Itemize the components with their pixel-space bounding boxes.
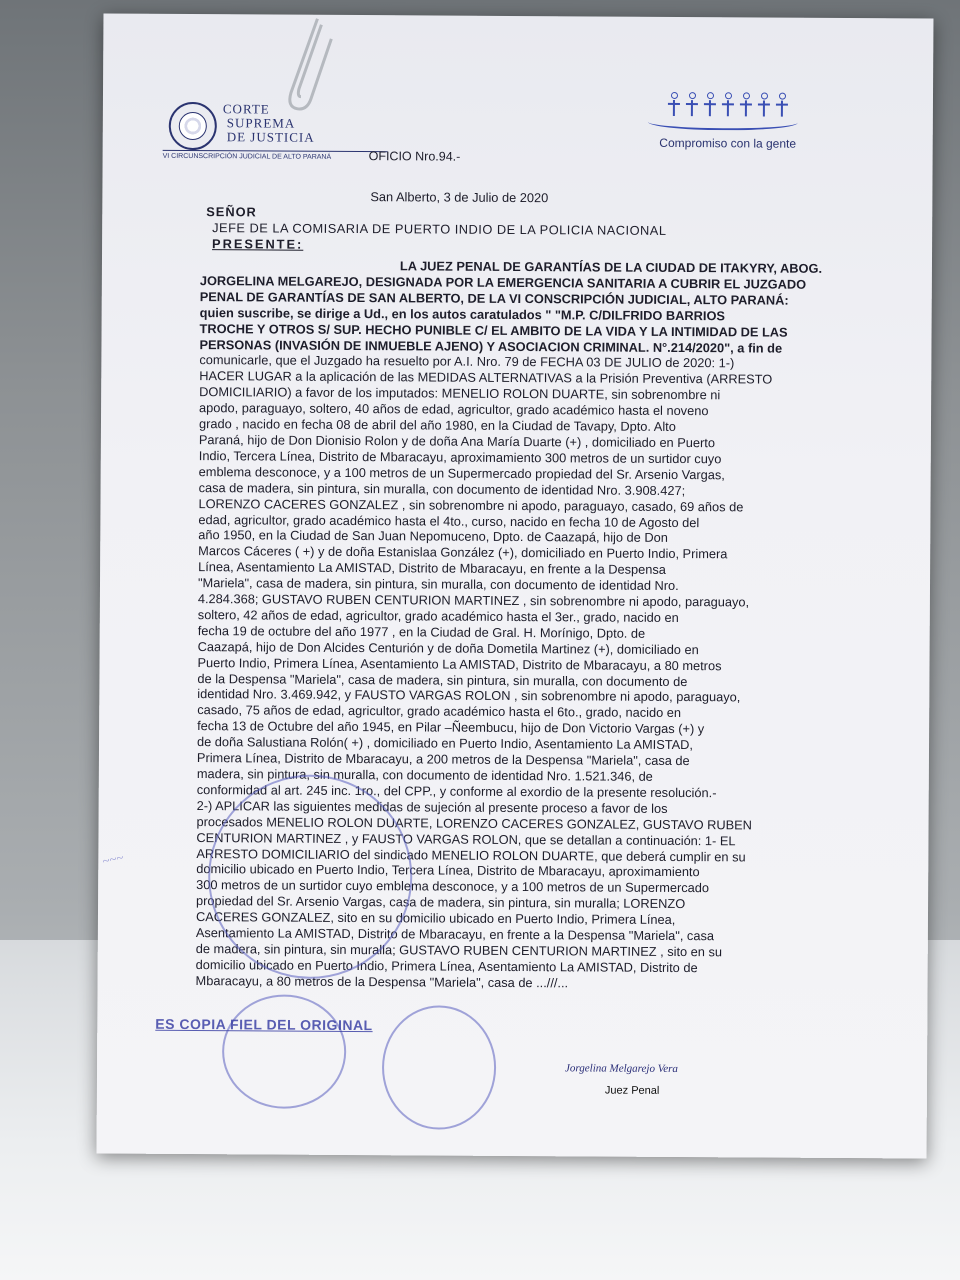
body-line: DOMICILIARIO) a favor de los imputados: MENELIO ROLON DUARTE, sin sobrenombre ni bbox=[199, 384, 721, 403]
signature-scribble-icon: ~~~ bbox=[100, 849, 125, 869]
body-line: fecha 13 de Octubre del año 1945, en Pilar –Ñeembucu, hijo de Don Victorio Vargas (+) y bbox=[197, 718, 705, 737]
body-line: HACER LUGAR a la aplicación de las MEDIDAS ALTERNATIVAS a la Prisión Preventiva (ARRESTO bbox=[199, 368, 773, 387]
court-logo bbox=[163, 102, 393, 163]
body-line: PENAL DE GARANTÍAS DE SAN ALBERTO, DE LA VI CONSCRIPCIÓN JUDICIAL, ALTO PARANÁ: bbox=[199, 288, 789, 308]
salutation: SEÑOR bbox=[206, 204, 257, 220]
body-line: "Mariela", casa de madera, sin pintura, sin muralla, con documento de identidad Nro. bbox=[197, 575, 679, 594]
body-line: comunicarle, que el Juzgado ha resuelto por A.I. Nro. 79 de FECHA 03 DE JULIO de 2020: 1-) bbox=[199, 352, 735, 371]
body-line: Puerto Indio, Primera Línea, Asentamiento La AMISTAD, Distrito de Mbaracayu, a 80 metros bbox=[197, 654, 722, 673]
body-line: Primera Línea, Distrito de Mbaracayu, a 200 metros de la Despensa "Mariela", casa de bbox=[196, 750, 690, 769]
body-line: quien suscribe, se dirige a Ud., en los autos caratulados " "M.P. C/DILFRIDO BARRIOS bbox=[199, 304, 726, 323]
body-line: año 1950, en la Ciudad de San Juan Nepomuceno, Dpto. de Caazapá, hijo de Don bbox=[198, 527, 668, 546]
body-line: TROCHE Y OTROS S/ SUP. HECHO PUNIBLE C/ EL AMBITO DE LA VIDA Y LA INTIMIDAD DE LAS bbox=[199, 320, 788, 340]
body-line: casa de madera, sin pintura, sin muralla, con documento de identidad Nro. 3.908.427; bbox=[198, 479, 686, 498]
body-line: casado, 75 años de edad, agricultor, grado académico hasta el 6to., grado, nacido en bbox=[197, 702, 682, 721]
body-line: CACERES GONZALEZ, sito en su domicilio ubicado en Puerto Indio, Primera Línea, bbox=[195, 909, 676, 928]
body-line: ARRESTO DOMICILIARIO del sindicado MENELIO ROLON DUARTE, que deberá cumplir en su bbox=[196, 845, 746, 864]
certified-copy-stamp: ES COPIA FIEL DEL ORIGINAL bbox=[155, 1015, 373, 1034]
body-line: domicilio ubicado en Puerto Indio, Tercera Línea, Distrito de Mbaracayu, aproximamiento bbox=[196, 861, 700, 880]
motto-text: Compromiso con la gente bbox=[659, 135, 797, 151]
paperclip-icon bbox=[273, 15, 334, 115]
body-line: LORENZO CACERES GONZALEZ , sin sobrenombre ni apodo, paraguayo, casado, 69 años de bbox=[198, 495, 744, 514]
body-line: fecha 19 de octubre del año 1977 , en la Ciudad de Gral. H. Morínigo, Dpto. de bbox=[197, 622, 646, 641]
body-line: domicilio ubicado en Puerto Indio, Primera Línea, Asentamiento La AMISTAD, Distrito de bbox=[195, 956, 698, 975]
body-line: Paraná, hijo de Don Dionisio Rolon y de doña Ana María Duarte (+) , domiciliado en Puerto bbox=[198, 432, 716, 451]
people-icon bbox=[648, 92, 808, 119]
signature: Jorgelina Melgarejo Vera bbox=[565, 1062, 678, 1076]
body-line: conformidad al art. 245 inc. 1ro., del CPP., y conforme al exordio de la presente resolución.- bbox=[196, 781, 717, 801]
body-line: 2-) APLICAR las siguientes medidas de sujeción al presente proceso a favor de los bbox=[196, 797, 668, 816]
body-line: Caazapá, hijo de Don Alcides Centurión y de doña Dometila Martinez (+), domiciliado en bbox=[197, 638, 699, 657]
recipient: JEFE DE LA COMISARIA DE PUERTO INDIO DE LA POLICIA NACIONAL bbox=[212, 220, 667, 238]
circunscripcion-label: VI CIRCUNSCRIPCIÓN JUDICIAL DE ALTO PARANÁ bbox=[163, 150, 388, 161]
court-seal-icon bbox=[169, 102, 217, 150]
body-line: propiedad del Sr. Arsenio Vargas, casa de madera, sin pintura, sin muralla; LORENZO bbox=[196, 893, 686, 912]
body-line: LA JUEZ PENAL DE GARANTÍAS DE LA CIUDAD DE ITAKYRY, ABOG. bbox=[399, 258, 823, 276]
court-line-3: DE JUSTICIA bbox=[226, 129, 315, 145]
body-line: edad, agricultor, grado académico hasta el 4to., curso, nacido en fecha 10 de Agosto del bbox=[198, 511, 700, 530]
body-line: procesados MENELIO ROLON DUARTE, LORENZO CACERES GONZALEZ, GUSTAVO RUBEN bbox=[196, 813, 752, 833]
body-line: 4.284.368; GUSTAVO RUBEN CENTURION MARTINEZ , sin sobrenombre ni apodo, paraguayo, bbox=[197, 591, 750, 610]
body-line: de la Despensa "Mariela", casa de madera, sin pintura, sin muralla, con documento de bbox=[197, 670, 688, 689]
body-line: de madera, sin pintura, sin muralla; GUSTAVO RUBEN CENTURION MARTINEZ , sito en su bbox=[195, 941, 723, 960]
document-page bbox=[97, 13, 934, 1158]
body-line: PERSONAS (INVASIÓN DE INMUEBLE AJENO) Y ASOCIACION CRIMINAL. N°.214/2020", a fin de bbox=[199, 336, 783, 356]
oficio-number: OFICIO Nro.94.- bbox=[368, 149, 461, 164]
court-name bbox=[223, 102, 315, 145]
body-line: soltero, 42 años de edad, agricultor, grado académico hasta el 3er., grado, nacido en bbox=[197, 607, 679, 625]
body-line: CENTURION MARTINEZ , y FAUSTO VARGAS ROLON, que se detallan a continuación: 1- EL bbox=[196, 829, 736, 848]
body-line: de doña Salustiana Rolón( +) , domiciliado en Puerto Indio, Asentamiento La AMISTAD, bbox=[196, 734, 694, 753]
court-line-2: SUPREMA bbox=[226, 115, 296, 131]
body-line: Mbaracayu, a 80 metros de la Despensa "Mariela", casa de ...///... bbox=[195, 972, 569, 991]
body-line: 300 metros de un surtidor cuyo emblema desconoce, y a 100 metros de un Supermercado bbox=[196, 877, 710, 896]
court-stamp-icon bbox=[208, 774, 413, 979]
body-line: Marcos Cáceres ( +) y de doña Estanislaa González (+), domiciliado en Puerto Indio, Primera bbox=[198, 543, 728, 562]
motto-logo bbox=[648, 92, 808, 173]
signature-title: Juez Penal bbox=[604, 1084, 660, 1097]
body-line: Asentamiento La AMISTAD, Distrito de Mbaracayu, en frente a la Despensa "Mariela", casa bbox=[195, 925, 715, 944]
body-line: emblema desconoce, y a 100 metros de un Supermercado propiedad del Sr. Arsenio Vargas, bbox=[198, 463, 725, 483]
body-line: identidad Nro. 3.469.942, y FAUSTO VARGAS ROLON , sin sobrenombre ni apodo, paraguayo, bbox=[197, 686, 741, 705]
body-line: Línea, Asentamiento La AMISTAD, Distrito de Mbaracayu, en frente a la Despensa bbox=[198, 559, 666, 578]
body-line: Indio, Tercera Línea, Distrito de Mbaracayu, aproximamiento 300 metros de un surtidor cuyo bbox=[198, 447, 722, 467]
actuaria-stamp-icon bbox=[222, 994, 347, 1109]
body-line: JORGELINA MELGAREJO, DESIGNADA POR LA EMERGENCIA SANITARIA A CUBRIR EL JUZGADO bbox=[199, 272, 807, 292]
court-line-1: CORTE bbox=[222, 101, 270, 117]
document-date: San Alberto, 3 de Julio de 2020 bbox=[370, 189, 549, 206]
body-line: apodo, paraguayo, soltero, 40 años de edad, agricultor, grado académico hasta el noveno bbox=[199, 400, 709, 419]
body-line: madera, sin pintura, sin muralla, con documento de identidad Nro. 1.521.346, de bbox=[196, 766, 653, 784]
juzgado-stamp-icon bbox=[382, 1005, 497, 1130]
presente-label: PRESENTE: bbox=[212, 236, 304, 252]
body-line: grado , nacido en fecha 08 de abril del año 1980, en la Ciudad de Tavapy, Dpto. Alto bbox=[198, 416, 676, 435]
